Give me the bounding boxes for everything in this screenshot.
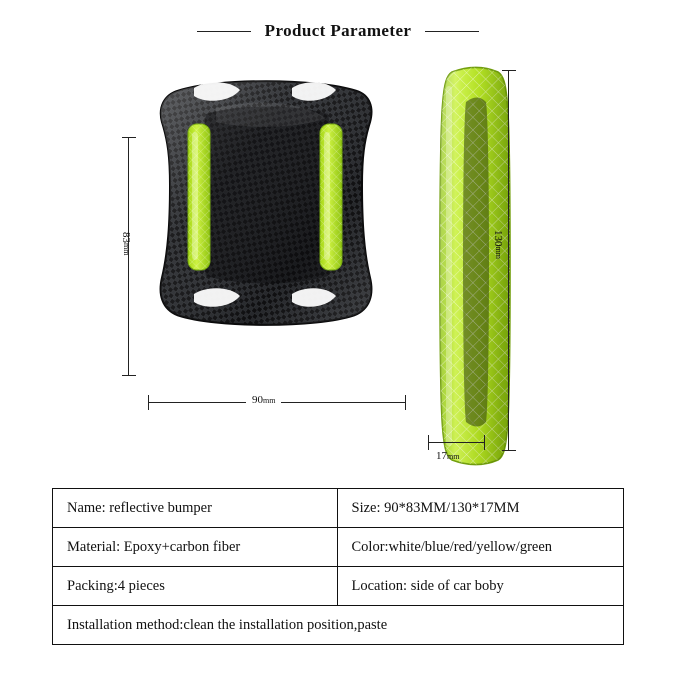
handle-height-tick-top	[122, 137, 136, 138]
table-row	[53, 528, 623, 567]
strip-height-label: 130mm	[492, 230, 504, 259]
spec-material: Material: Epoxy+carbon fiber	[53, 528, 338, 566]
specification-table	[52, 488, 624, 645]
handle-height-tick-bottom	[122, 375, 136, 376]
strip-width-label: 17mm	[436, 450, 460, 462]
spec-name: Name: reflective bumper	[53, 489, 338, 527]
product-illustration-area	[0, 52, 676, 482]
strip-width-dim-line	[428, 442, 484, 443]
green-bar-right	[320, 124, 342, 270]
handle-width-label: 90mm	[246, 394, 281, 406]
strip-height-tick-bottom	[502, 450, 516, 451]
table-row	[53, 489, 623, 528]
handle-bowl-figure	[120, 62, 420, 432]
handle-width-tick-right	[405, 395, 406, 410]
spec-size: Size: 90*83MM/130*17MM	[351, 499, 520, 516]
reflective-strip-figure	[410, 52, 620, 472]
page-title: Product Parameter	[264, 21, 412, 40]
spec-installation-method: Installation method:clean the installation position,paste	[67, 616, 388, 633]
spec-location: Location: side of car boby	[351, 577, 504, 594]
handle-height-dim-line	[128, 137, 129, 375]
spec-packing: Packing:4 pieces	[53, 567, 338, 605]
strip-height-dim-line	[508, 70, 509, 450]
strip-width-tick-right	[484, 435, 485, 450]
strip-height-tick-top	[502, 70, 516, 71]
handle-width-tick-left	[148, 395, 149, 410]
page-title-row	[0, 18, 676, 44]
strip-width-tick-left	[428, 435, 429, 450]
spec-color: Color:white/blue/red/yellow/green	[351, 538, 553, 555]
handle-bowl-graphic	[120, 62, 420, 372]
handle-height-label: 83mm	[120, 232, 132, 256]
reflective-strip-graphic	[422, 66, 542, 466]
table-row	[53, 567, 623, 606]
table-row	[53, 606, 623, 644]
title-rule-right	[425, 31, 479, 32]
title-rule-left	[197, 31, 251, 32]
green-bar-left	[188, 124, 210, 270]
